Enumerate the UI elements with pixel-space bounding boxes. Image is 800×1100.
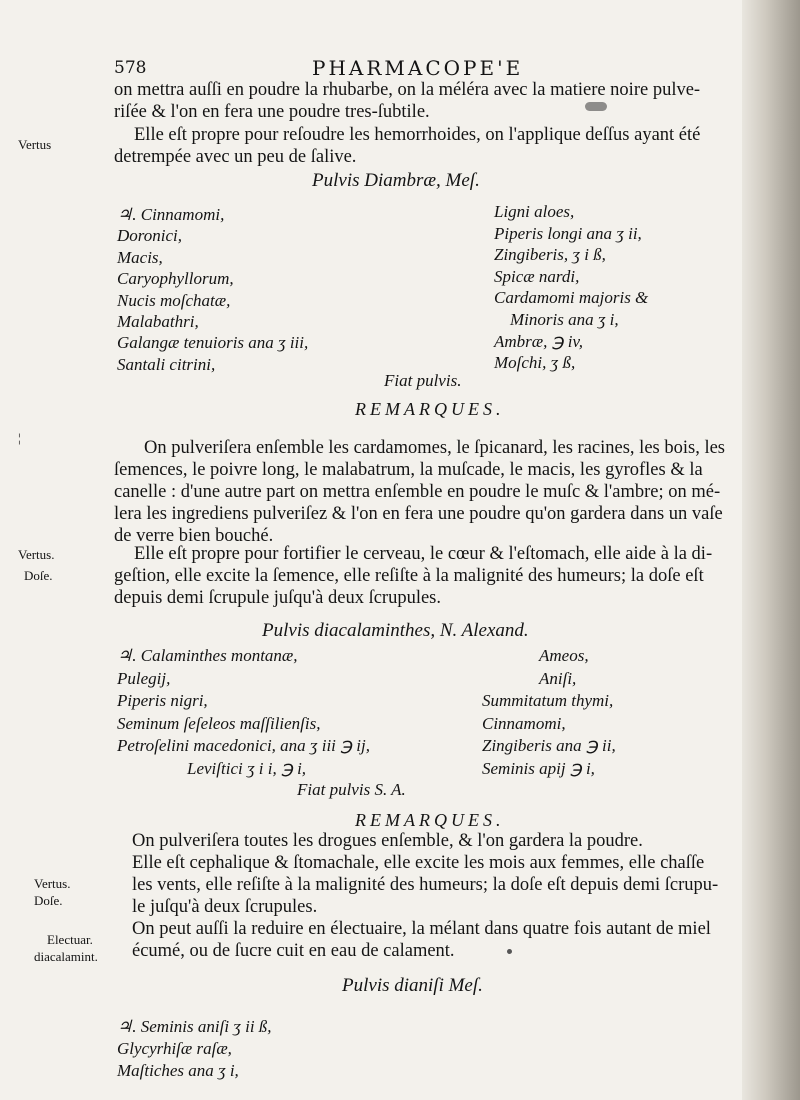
text-line: Elle eſt propre pour fortifier le cerveau, le cœur & l'eſtomach, elle aide à la di- [134,544,713,564]
section-title-diacalaminthes: Pulvis diacalaminthes, N. Alexand. [262,620,529,641]
remarques-paragraph-1 [114,437,725,547]
margin-note-vertus: Vertus. [34,876,71,891]
ingredient: Minoris ana ʒ i, [510,309,619,329]
ingredient: Ameos, [539,646,589,665]
ingredient: Zingiberis, ʒ i ß, [494,245,606,265]
running-title: PHARMACOPE'E [312,56,524,80]
ingredient: Aniſi, [539,668,577,688]
ink-speck [507,949,512,954]
text-line: Elle eſt cephalique & ſtomachale, elle excite les mois aux femmes, elle chaſſe [132,853,705,873]
ingredient: Zingiberis ana ℈ ii, [482,736,616,756]
recipe-list-right-diambrae [494,201,648,374]
ingredient: Cardamomi majoris & [494,288,649,308]
text-line: On pulveriſera toutes les drogues enſemble, & l'on gardera la poudre. [132,831,643,851]
recipe-list-left-diacalaminthes [117,645,370,781]
ingredient: Spicæ nardi, [494,266,580,286]
ingredient: Nucis moſchatæ, [117,290,231,310]
remarques-heading: REMARQUES. [355,399,505,419]
ingredient: Petroſelini macedonici, ana ʒ iii ℈ ij, [117,736,370,756]
recipe-list-left-dianisi [117,1016,272,1082]
ingredient: Galangæ tenuioris ana ʒ iii, [117,333,309,353]
ingredient: ♃. Cinnamomi, [117,205,225,224]
margin-note-dose: Doſe. [24,568,53,583]
ingredient: Leviſtici ʒ i i, ℈ i, [187,758,307,778]
text-line: écumé, ou de ſucre cuit en eau de calament. [132,941,455,961]
text-line: On pulveriſera enſemble les cardamomes, le ſpicanard, les racines, les bois, les [144,438,725,458]
section-title-diambrae: Pulvis Diambræ, Meſ. [312,170,480,191]
ingredient: Santali citrini, [117,354,216,374]
ingredient: ♃. Seminis aniſi ʒ ii ß, [117,1017,272,1036]
text-line: geſtion, elle excite la ſemence, elle reſiſte à la malignité des humeurs; la doſe eſt [114,566,704,586]
ingredient: Doronici, [117,226,183,246]
page-gutter-shadow [742,0,800,1100]
intro-line-3: Elle eſt propre pour reſoudre les hemorrhoides, on l'applique deſſus ayant été [134,125,701,145]
ingredient: Ligni aloes, [494,202,575,221]
ingredient: Piperis longi ana ʒ ii, [494,223,642,243]
ingredient: Moſchi, ʒ ß, [494,353,576,373]
recipe-list-right-diacalaminthes [482,645,616,781]
ingredient: Macis, [117,247,163,267]
ingredient: Caryophyllorum, [117,269,234,289]
remarques-heading: REMARQUES. [355,810,505,830]
text-line: depuis demi ſcrupule juſqu'à deux ſcrupules. [114,588,442,608]
text-line: le juſqu'à deux ſcrupules. [132,897,318,917]
text-line: de verre bien bouché. [114,526,274,546]
text-line: canelle : d'une autre part on mettra enſemble en poudre le muſc & l'ambre; on mé- [114,482,721,502]
ingredient: Pulegij, [117,668,171,688]
ingredient: Maſtiches ana ʒ i, [117,1061,239,1080]
ingredient: Malabathri, [117,312,199,332]
margin-note-electuar: Electuar. [47,932,93,947]
ingredient: Glycyrhiſæ raſæ, [117,1039,232,1058]
ink-smudge [585,102,607,111]
fiat-line: Fiat pulvis. [384,371,462,390]
section-title-dianisi: Pulvis dianiſi Meſ. [342,975,483,996]
page-number: 578 [114,58,147,78]
text-line: On peut auſſi la reduire en électuaire, la mélant dans quatre fois autant de miel [132,919,711,939]
text-line: ſemences, le poivre long, le malabatrum, la muſcade, le macis, les gyrofles & la [114,460,703,480]
ingredient: Ambræ, ℈ iv, [494,331,583,351]
remarques-paragraph-2 [114,543,712,609]
margin-note-vertus: Vertus. [18,547,55,562]
intro-line-2: riſée & l'on en fera une poudre tres-ſubtile. [114,102,430,122]
ingredient: Seminum ſeſeleos maſſilienſis, [117,713,321,733]
ingredient: Piperis nigri, [117,691,208,711]
margin-mark: ¦ [18,430,21,445]
ingredient: Cinnamomi, [482,713,566,733]
fiat-line: Fiat pulvis S. A. [297,780,406,799]
remarques-paragraph-3 [114,830,718,962]
ingredient: Summitatum thymi, [482,691,614,711]
recipe-list-left-diambrae [117,204,308,375]
margin-note-vertus: Vertus [18,137,52,152]
intro-line-1: on mettra auſſi en poudre la rhubarbe, on la méléra avec la matiere noire pulve- [114,80,701,100]
margin-note-dose: Doſe. [34,893,63,908]
text-line: lera les ingrediens pulveriſez & l'on en fera une poudre qu'on gardera dans un vaſe [114,504,723,524]
ingredient: ♃. Calaminthes montanæ, [117,646,298,665]
text-line: les vents, elle reſiſte à la malignité des humeurs; la doſe eſt depuis demi ſcrupu- [132,875,719,895]
intro-line-4: detrempée avec un peu de ſalive. [114,147,357,167]
ingredient: Seminis apij ℈ i, [482,758,595,778]
margin-note-diacalamint: diacalamint. [34,949,98,964]
